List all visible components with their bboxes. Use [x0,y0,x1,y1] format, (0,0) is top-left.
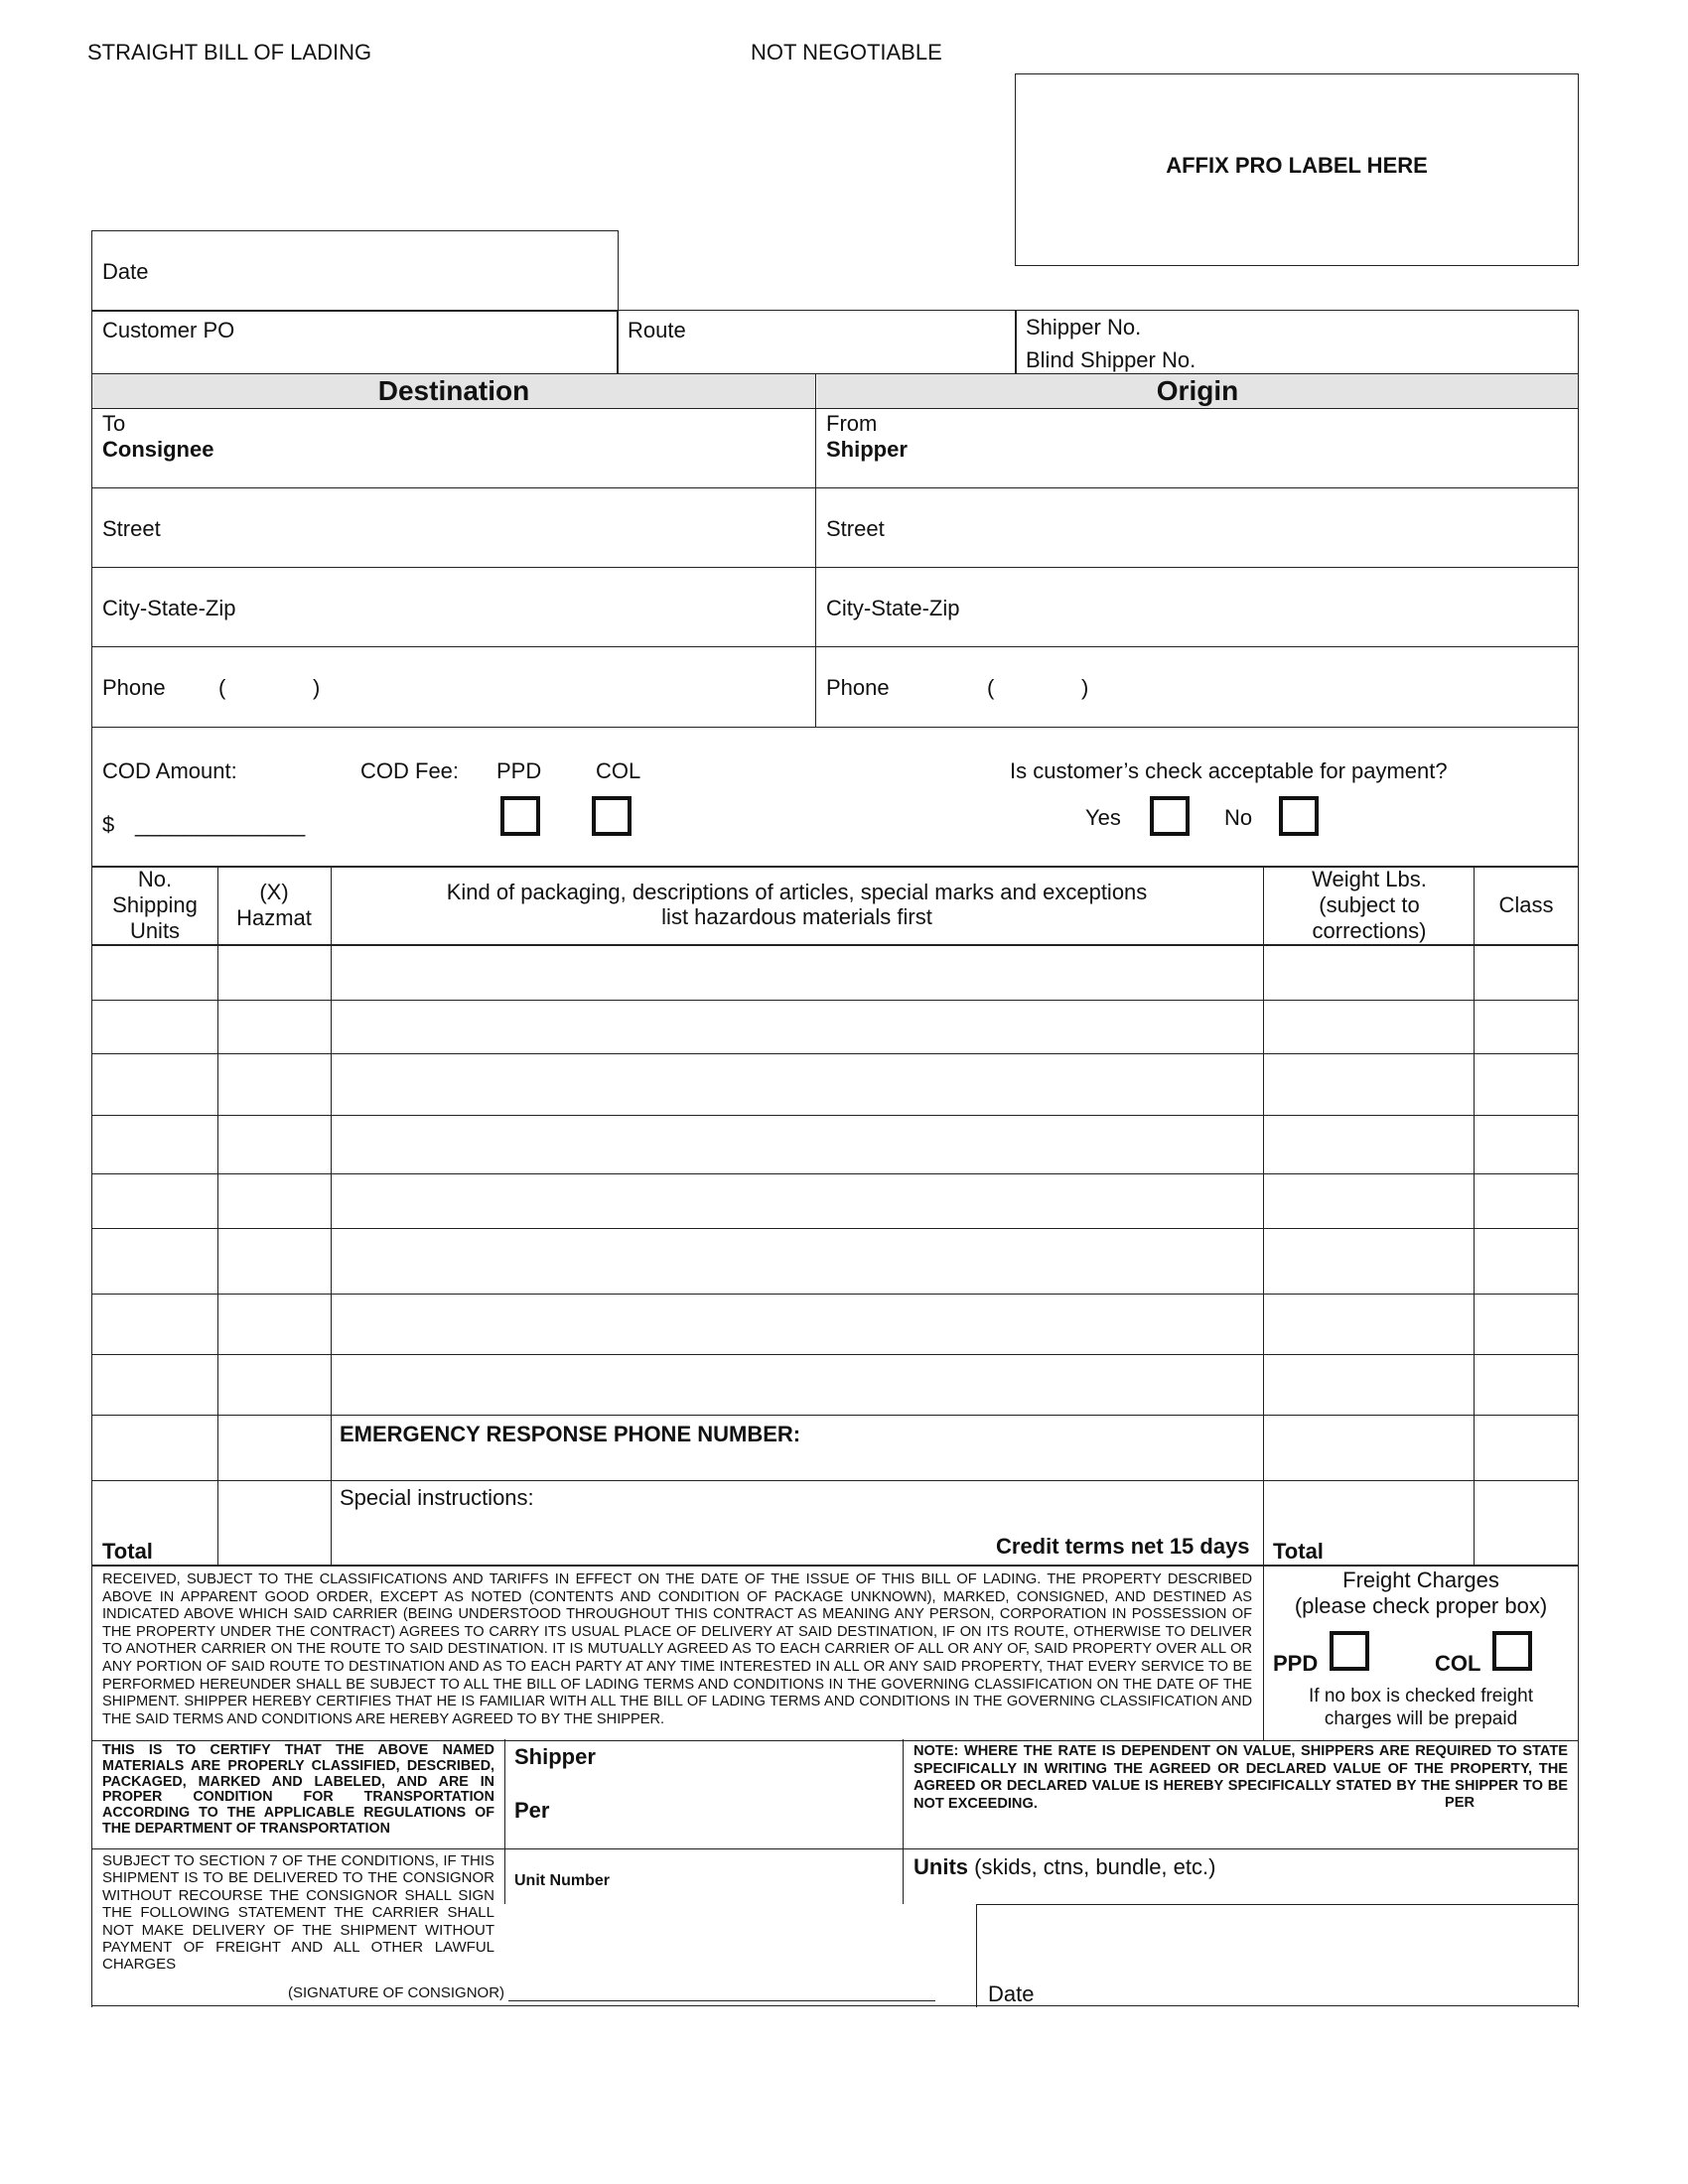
destination-phone-paren-close: ) [313,675,321,700]
to-label: To [102,411,126,436]
divider [91,408,1579,409]
emergency-phone-label: EMERGENCY RESPONSE PHONE NUMBER: [340,1422,801,1446]
credit-terms-label: Credit terms net 15 days [996,1534,1250,1559]
certify-text: THIS IS TO CERTIFY THAT THE ABOVE NAMED MATERIALS ARE PROPERLY CLASSIFIED, DESCRIBED, PACKAGED, MARKED AND LABELED, AND ARE IN PROPER CONDITION FOR TRANSPORTATION ACCORDING TO THE APPLICABLE REGULATIONS OF THE DEPARTMENT OF TRANSPORTATION [102,1742,494,1837]
divider [91,567,1579,568]
divider [504,1739,505,1904]
col-header-hazmat: (X) Hazmat [236,880,312,930]
divider [91,1848,1579,1849]
date-field[interactable] [91,230,619,312]
not-negotiable-label: NOT NEGOTIABLE [751,40,942,65]
section7-text: SUBJECT TO SECTION 7 OF THE CONDITIONS, IF THIS SHIPMENT IS TO BE DELIVERED TO THE CONSIGNOR WITHOUT RECOURSE THE CONSIGNOR SHALL SIGN THE FOLLOWING STATEMENT THE CARRIER SHALL NOT MAKE DELIVERY OF THE SHIPMENT WITHOUT PAYMENT OF FREIGHT AND ALL OTHER LAWFUL CHARGES [102,1852,494,1974]
cod-dollar-sign: $ [102,812,115,837]
document-title: STRAIGHT BILL OF LADING [87,40,372,65]
divider [903,1739,904,1904]
freight-note-line2: charges will be prepaid [1324,1708,1518,1729]
table-row[interactable] [91,1480,1579,1481]
divider [217,866,218,1567]
consignor-signature-line[interactable] [508,2000,935,2001]
declared-value-note: NOTE: WHERE THE RATE IS DEPENDENT ON VALUE, SHIPPERS ARE REQUIRED TO STATE SPECIFICALLY IN WRITING THE AGREED OR DECLARED VALUE OF THE PROPERTY, THE AGREED OR DECLARED VALUE IS HEREBY SPECIFICALLY STATED BY THE SHIPPER TO BE NOT EXCEEDING. [914,1743,1568,1812]
destination-city-state-zip-label: City-State-Zip [102,596,236,620]
check-yes-checkbox[interactable] [1150,796,1190,836]
items-table [91,866,1579,1567]
origin-phone-paren-open: ( [987,675,995,700]
cod-section [91,727,1579,868]
shipper-label: Shipper [826,437,908,462]
shipper-no-label: Shipper No. [1026,315,1142,340]
unit-number-label: Unit Number [514,1872,610,1889]
blind-shipper-no-label: Blind Shipper No. [1026,347,1196,372]
from-label: From [826,411,878,436]
cod-ppd-label: PPD [496,758,542,783]
divider [815,373,816,728]
freight-charges-title: Freight Charges [1342,1568,1499,1592]
origin-phone-paren-close: ) [1081,675,1089,700]
route-label: Route [628,318,686,342]
cod-amount-blank[interactable]: ______________ [135,812,306,837]
col-header-description-line2: list hazardous materials first [661,904,932,929]
freight-col-checkbox[interactable] [1492,1631,1532,1671]
col-header-weight: Weight Lbs. (subject to corrections) [1312,867,1427,943]
col-header-description-line1: Kind of packaging, descriptions of articles, special marks and exceptions [446,880,1148,904]
origin-city-state-zip-label: City-State-Zip [826,596,960,620]
divider [91,2005,1579,2006]
divider [91,1739,92,2007]
total-weight-label: Total [1273,1539,1324,1564]
declared-value-per: PER [1445,1795,1476,1811]
destination-phone-paren-open: ( [218,675,226,700]
col-header-shipping-units: No. Shipping Units [112,867,198,943]
divider [331,866,332,1567]
table-header-divider [91,944,1579,946]
freight-note-line1: If no box is checked freight [1308,1686,1533,1706]
received-terms-text: RECEIVED, SUBJECT TO THE CLASSIFICATIONS AND TARIFFS IN EFFECT ON THE DATE OF THE ISSUE OF THIS BILL OF LADING. THE PROPERTY DESCRIBED ABOVE IN APPARENT GOOD ORDER, EXCEPT AS NOTED (CONTENTS AND CONDITION OF PACKAGE UNKNOWN), MARKED, CONSIGNED, AND DESTINED AS INDICATED ABOVE WHICH SAID CARRIER (BEING UNDERSTOOD THROUGHOUT THIS CONTRACT AS MEANING ANY PERSON, CORPORATION IN POSSESSION OF THE PROPERTY UNDER THE CONTRACT) AGREES TO CARRY ITS USUAL PLACE OF DELIVERY AT SAID DESTINATION, IF ON ITS ROUTE, OTHERWISE TO DELIVER TO ANOTHER CARRIER ON THE ROUTE TO SAID DESTINATION. IT IS MUTUALLY AGREED AS TO EACH CARRIER OF ALL OR ANY OF, SAID PROPERTY OVER ALL OR ANY PORTION OF SAID ROUTE TO DESTINATION AND AS TO EACH PARTY AT ANY TIME INTERESTED IN ALL OR ANY SAID PROPERTY, THAT EVERY SERVICE TO BE PERFORMED HEREUNDER SHALL BE SUBJECT TO ALL THE BILL OF LADING TERMS AND CONDITIONS IN THE GOVERNING CLASSIFICATION ON THE DATE OF THE SHIPMENT. SHIPPER HEREBY CERTIFIES THAT HE IS FAMILIAR WITH ALL THE BILL OF LADING TERMS AND CONDITIONS IN THE GOVERNING CLASSIFICATION AND THE SAID TERMS AND CONDITIONS ARE HEREBY AGREED TO BY THE SHIPPER. [102,1571,1252,1727]
table-row[interactable] [91,1354,1579,1355]
divider [1474,866,1475,1567]
freight-ppd-checkbox[interactable] [1330,1631,1369,1671]
origin-heading: Origin [1156,375,1239,406]
freight-col-label: COL [1435,1651,1481,1676]
no-label: No [1224,805,1253,830]
divider [1578,1739,1579,2007]
check-no-checkbox[interactable] [1279,796,1319,836]
divider [91,646,1579,647]
cod-col-label: COL [596,758,641,783]
units-label [914,1854,1215,1880]
divider [1263,866,1264,1567]
cod-amount-label: COD Amount: [102,758,237,783]
cod-col-checkbox[interactable] [592,796,632,836]
date-label: Date [102,259,149,284]
destination-heading: Destination [377,375,530,406]
units-hint: (skids, ctns, bundle, etc.) [974,1854,1216,1879]
destination-street-label: Street [102,516,161,541]
divider [91,487,1579,488]
col-header-class: Class [1498,892,1554,917]
table-row[interactable] [91,1115,1579,1116]
bottom-per-label: Per [514,1798,550,1823]
divider [1263,1565,1264,1741]
consignee-label: Consignee [102,437,214,462]
origin-phone-label: Phone [826,675,890,700]
origin-street-label: Street [826,516,885,541]
yes-label: Yes [1085,805,1121,830]
freight-ppd-label: PPD [1273,1651,1319,1676]
check-acceptable-question: Is customer’s check acceptable for payment? [1010,758,1448,783]
table-row[interactable] [91,1000,1579,1001]
destination-phone-label: Phone [102,675,166,700]
consignor-signature-label: (SIGNATURE OF CONSIGNOR) [288,1984,505,2001]
cod-fee-label: COD Fee: [360,758,460,783]
table-row[interactable] [91,1173,1579,1174]
table-row[interactable] [91,1053,1579,1054]
units-label-bold: Units [914,1854,968,1879]
customer-po-label: Customer PO [102,318,235,342]
divider [976,1904,1579,1905]
bottom-date-label: Date [988,1981,1035,2006]
special-instructions-label: Special instructions: [340,1485,534,1510]
divider [976,1904,977,2007]
cod-ppd-checkbox[interactable] [500,796,540,836]
table-row[interactable] [91,1228,1579,1229]
table-row[interactable] [91,1415,1579,1416]
pro-label-text: AFFIX PRO LABEL HERE [1166,153,1428,178]
bottom-shipper-label: Shipper [514,1744,596,1769]
table-row[interactable] [91,1294,1579,1295]
freight-charges-subtitle: (please check proper box) [1294,1593,1548,1618]
total-units-label: Total [102,1539,153,1564]
